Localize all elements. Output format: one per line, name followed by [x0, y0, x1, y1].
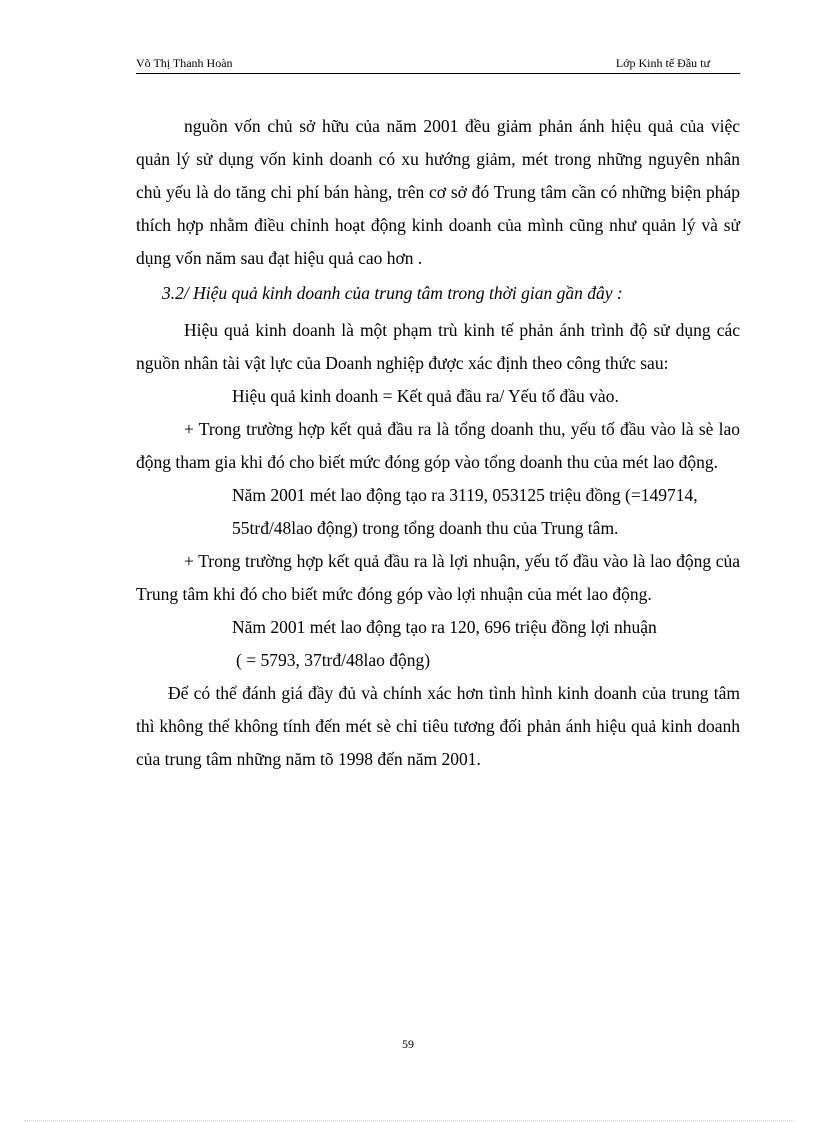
paragraph-2: Hiệu quả kinh doanh là một phạm trù kinh tế phản ánh trình độ sử dụng các nguồn nhân tài vật lực của Doanh nghiệp được xác định theo công thức sau:: [136, 320, 740, 373]
paragraph-4: Năm 2001 mét lao động tạo ra 3119, 053125 triệu đồng (=149714, 55trđ/48lao động) trong tổng doanh thu của Trung tâm.: [232, 485, 698, 538]
header-rule: [136, 73, 740, 74]
paragraph-1: nguồn vốn chủ sở hữu của năm 2001 đều giảm phản ánh hiệu quả của việc quản lý sử dụng vốn kinh doanh có xu hướng giảm, mét trong những nguyên nhân chủ yếu là do tăng chi phí bán hàng, trên cơ sở đó Trung tâm cần có những biện pháp thích hợp nhằm điều chỉnh hoạt động kinh doanh của mình cũng như quản lý và sử dụng vốn năm sau đạt hiệu quả cao hơn .: [136, 116, 740, 268]
paragraph-6-line-1: Năm 2001 mét lao động tạo ra 120, 696 triệu đồng lợi nhuận: [232, 617, 657, 637]
paragraph-3: + Trong trường hợp kết quả đầu ra là tổng doanh thu, yếu tố đầu vào là sè lao động tham gia khi đó cho biết mức đóng góp vào tổng doanh thu của mét lao động.: [136, 419, 740, 472]
paragraph-6-line-2: ( = 5793, 37trđ/48lao động): [236, 650, 431, 670]
formula-line: Hiệu quả kinh doanh = Kết quả đầu ra/ Yếu tố đầu vào.: [232, 386, 619, 406]
document-body: [136, 110, 740, 776]
header-author: Võ Thị Thanh Hoàn: [136, 56, 233, 70]
header-class: Lớp Kinh tế Đầu tư: [615, 56, 710, 70]
footer-divider: [24, 1120, 794, 1121]
section-heading: 3.2/ Hiệu quả kinh doanh của trung tâm trong thời gian gần đây :: [162, 283, 623, 303]
paragraph-5: + Trong trường hợp kết quả đầu ra là lợi nhuận, yếu tố đầu vào là lao động của Trung tâm khi đó cho biết mức đóng góp vào lợi nhuận của mét lao động.: [136, 551, 740, 604]
page-number: 59: [402, 1037, 414, 1051]
page-header: [136, 56, 740, 74]
paragraph-7: Để có thể đánh giá đầy đủ và chính xác hơn tình hình kinh doanh của trung tâm thì không thể không tính đến mét sè chỉ tiêu tương đối phản ánh hiệu quả kinh doanh của trung tâm những năm tõ 1998 đến năm 2001.: [136, 683, 740, 769]
